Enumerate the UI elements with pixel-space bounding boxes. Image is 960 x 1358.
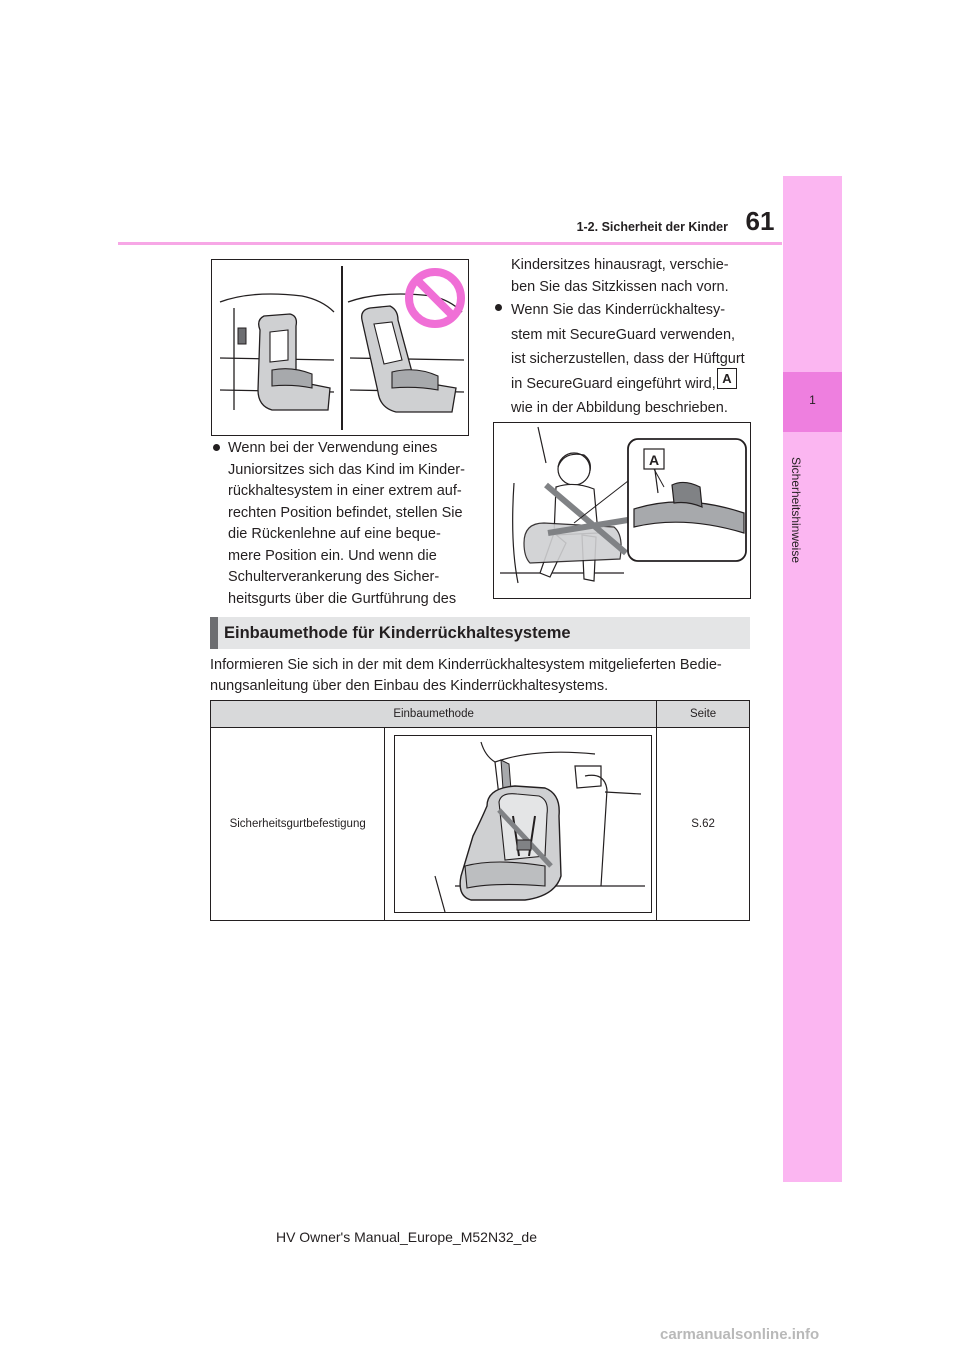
cell-page[interactable]: S.62	[657, 728, 750, 921]
text-line: Informieren Sie sich in der mit dem Kinderrückhaltesystem mitgelieferten Bedie-	[210, 657, 722, 673]
footer-manual-id: HV Owner's Manual_Europe_M52N32_de	[275, 1229, 537, 1245]
heading-accent	[210, 617, 218, 649]
text-line: ist sicherzustellen, dass der Hüftgurt	[511, 351, 745, 367]
text-line: Wenn Sie das Kinderrückhaltesy-	[511, 302, 726, 318]
text-line: rechten Position befindet, stellen Sie	[228, 504, 463, 521]
watermark: carmanualsonline.info	[660, 1326, 820, 1343]
text-line-content: in SecureGuard eingeführt wird,	[511, 375, 716, 392]
bullet-point	[495, 304, 502, 311]
intro-paragraph	[210, 655, 755, 697]
callout-label-a: A	[717, 368, 737, 389]
text-line: rückhaltesystem in einer extrem auf-	[228, 483, 462, 499]
text-line: nungsanleitung über den Einbau des Kinderrückhaltesystems.	[210, 678, 609, 694]
bullet-text-junior-seat	[228, 438, 468, 610]
page-number: 61	[745, 206, 775, 236]
column-header-page: Seite	[657, 701, 750, 728]
child-seat-illustration	[395, 736, 651, 912]
chapter-number: 1	[809, 393, 816, 407]
bullet-text-secureguard	[511, 298, 756, 421]
side-tab	[783, 176, 842, 1182]
header-rule	[118, 242, 782, 245]
figure-booster-seat-position	[211, 259, 469, 436]
chapter-label: Sicherheitshinweise	[789, 456, 803, 564]
bullet-point	[213, 444, 220, 451]
column-header-method: Einbaumethode	[211, 701, 657, 728]
text-line: wie in der Abbildung beschrieben.	[511, 400, 728, 416]
figure-seatbelt-attachment	[394, 735, 652, 913]
secureguard-illustration	[494, 423, 750, 598]
continuation-text	[511, 255, 751, 298]
text-line: ben Sie das Sitzkissen nach vorn.	[511, 278, 729, 295]
text-line: die Rückenlehne auf eine beque-	[228, 526, 441, 542]
figure-secureguard	[493, 422, 751, 599]
text-line: Juniorsitzes sich das Kind im Kinder-	[228, 461, 465, 478]
figure-callout-a: A	[648, 452, 660, 468]
section-heading: Einbaumethode für Kinderrückhaltesysteme	[224, 624, 571, 642]
table-header-row	[211, 701, 750, 728]
text-line: Wenn bei der Verwendung eines	[228, 440, 438, 456]
cell-method: Sicherheitsgurtbefestigung	[211, 728, 385, 921]
booster-seat-illustration	[212, 260, 468, 435]
text-line: Kindersitzes hinausragt, verschie-	[511, 257, 729, 273]
text-line: stem mit SecureGuard verwenden,	[511, 326, 736, 343]
section-title: 1-2. Sicherheit der Kinder	[576, 220, 728, 234]
text-line: heitsgurts über die Gurtführung des	[228, 590, 457, 607]
text-line: mere Position ein. Und wenn die	[228, 547, 437, 564]
text-line: Schulterverankerung des Sicher-	[228, 569, 440, 585]
